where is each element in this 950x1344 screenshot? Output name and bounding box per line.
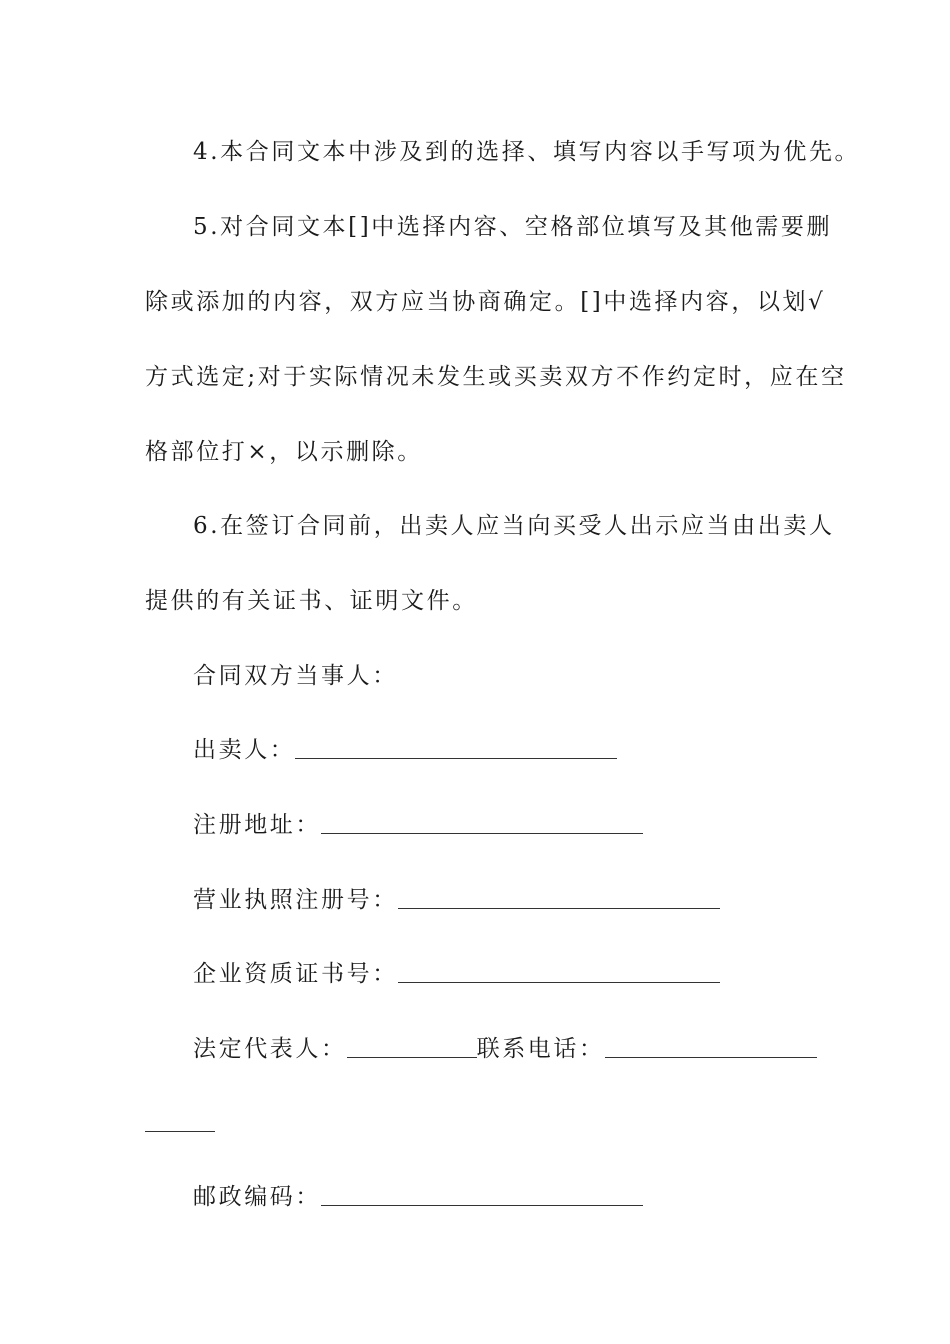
seller-row — [193, 735, 617, 765]
clause-5-line-2: 除或添加的内容，双方应当协商确定。[]中选择内容，以划√ — [145, 289, 826, 315]
phone-blank[interactable] — [605, 1035, 817, 1058]
clause-6-line-2: 提供的有关证书、证明文件。 — [145, 588, 478, 614]
business-license-label: 营业执照注册号： — [193, 887, 398, 913]
postal-code-row — [193, 1182, 643, 1212]
reg-address-blank[interactable] — [321, 811, 643, 834]
qualification-row — [193, 959, 720, 989]
parties-heading: 合同双方当事人： — [193, 663, 398, 689]
reg-address-row — [193, 810, 643, 840]
phone-label: 联系电话： — [476, 1036, 605, 1062]
legal-rep-blank[interactable] — [347, 1035, 477, 1058]
qualification-blank[interactable] — [398, 960, 720, 983]
qualification-label: 企业资质证书号： — [193, 961, 398, 987]
legal-rep-row — [193, 1034, 817, 1064]
clause-6-line-1: 6.在签订合同前，出卖人应当向买受人出示应当由出卖人 — [193, 513, 835, 539]
business-license-blank[interactable] — [398, 886, 720, 909]
postal-code-blank[interactable] — [321, 1183, 643, 1206]
clause-5-line-3: 方式选定;对于实际情况未发生或买卖双方不作约定时，应在空 — [145, 364, 847, 390]
seller-label: 出卖人： — [193, 737, 296, 763]
business-license-row — [193, 885, 720, 915]
seller-blank[interactable] — [295, 736, 617, 759]
clause-5-line-1: 5.对合同文本[]中选择内容、空格部位填写及其他需要删 — [193, 214, 833, 240]
phone-blank-continued[interactable] — [145, 1131, 215, 1132]
reg-address-label: 注册地址： — [193, 812, 321, 838]
postal-code-label: 邮政编码： — [193, 1184, 321, 1210]
legal-rep-label: 法定代表人： — [193, 1036, 347, 1062]
clause-4-line-1: 4.本合同文本中涉及到的选择、填写内容以手写项为优先。 — [193, 139, 861, 165]
clause-5-line-4: 格部位打×，以示删除。 — [145, 439, 423, 465]
